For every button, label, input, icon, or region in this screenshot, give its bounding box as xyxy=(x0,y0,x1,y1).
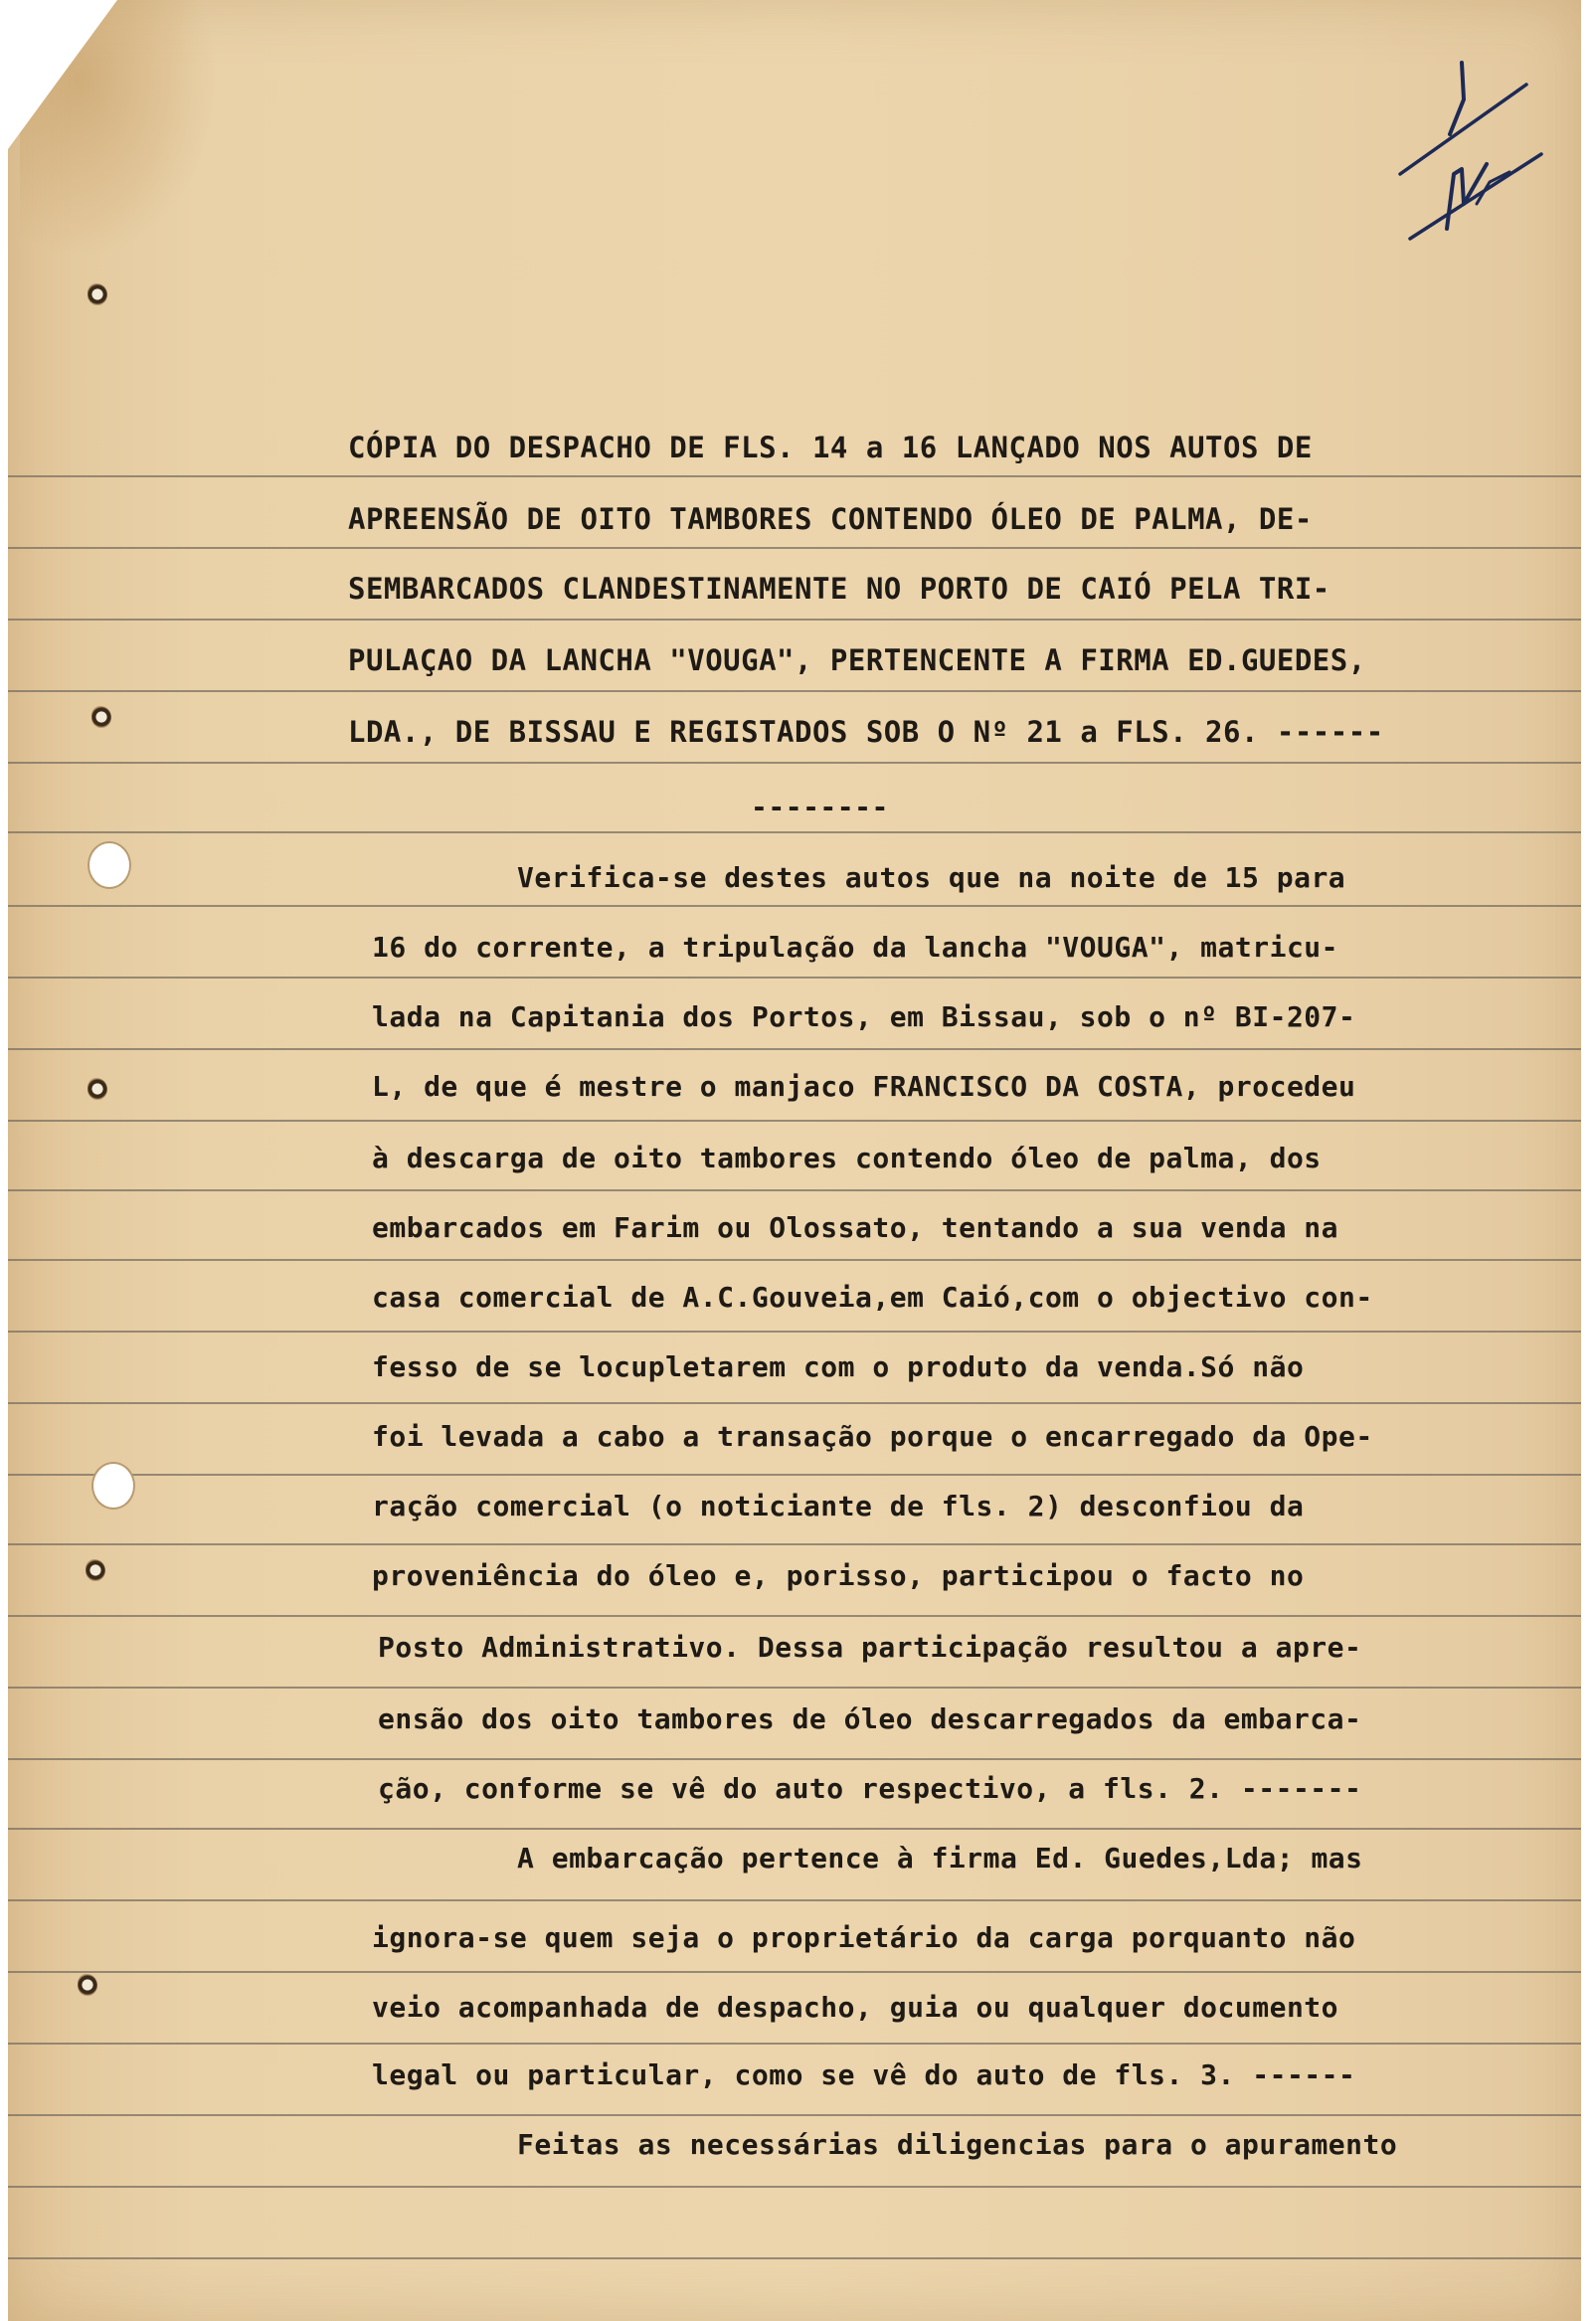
title-line-3: SEMBARCADOS CLANDESTINAMENTE NO PORTO DE CAIÓ PELA TRI- xyxy=(348,572,1330,606)
body-line-2: 16 do corrente, a tripulação da lancha "VOUGA", matricu- xyxy=(372,931,1339,964)
title-line-2: APREENSÃO DE OITO TAMBORES CONTENDO ÓLEO DE PALMA, DE- xyxy=(348,502,1313,536)
ruled-line xyxy=(8,2257,1581,2259)
ruled-line xyxy=(8,2114,1581,2116)
body-line-1: Verifica-se destes autos que na noite de 15 para xyxy=(517,861,1346,894)
body-line-11: proveniência do óleo e, porisso, participou o facto no xyxy=(372,1559,1305,1592)
ruled-line xyxy=(8,2186,1581,2188)
burn-mark xyxy=(91,706,111,728)
body-line-3: lada na Capitania dos Portos, em Bissau, sob o nº BI-207- xyxy=(372,1000,1356,1033)
body-line-6: embarcados em Farim ou Olossato, tentando a sua venda na xyxy=(372,1211,1339,1244)
body-line-19: Feitas as necessárias diligencias para o apuramento xyxy=(517,2128,1398,2161)
title-line-1: CÓPIA DO DESPACHO DE FLS. 14 a 16 LANÇADO NOS AUTOS DE xyxy=(348,431,1313,464)
ruled-line xyxy=(8,1828,1581,1830)
body-line-8: fesso de se locupletarem com o produto da venda.Só não xyxy=(372,1350,1305,1383)
body-line-17: veio acompanhada de despacho, guia ou qualquer documento xyxy=(372,1991,1339,2024)
ruled-line xyxy=(8,619,1581,621)
ruled-line xyxy=(8,1971,1581,1973)
handwritten-page-number xyxy=(1392,55,1551,254)
body-line-12: Posto Administrativo. Dessa participação resultou a apre- xyxy=(378,1631,1362,1664)
ruled-line xyxy=(8,905,1581,907)
body-line-7: casa comercial de A.C.Gouveia,em Caió,com o objectivo con- xyxy=(372,1281,1373,1314)
ruled-line xyxy=(8,1331,1581,1333)
ruled-line xyxy=(8,1189,1581,1191)
title-line-4: PULAÇAO DA LANCHA "VOUGA", PERTENCENTE A FIRMA ED.GUEDES, xyxy=(348,643,1366,677)
ruled-line xyxy=(8,1758,1581,1760)
body-line-14: ção, conforme se vê do auto respectivo, a fls. 2. ------- xyxy=(378,1772,1362,1805)
ruled-line xyxy=(8,977,1581,979)
ruled-line xyxy=(8,762,1581,764)
ruled-line xyxy=(8,475,1581,477)
ruled-line xyxy=(8,1402,1581,1404)
burn-mark xyxy=(78,1974,97,1996)
separator: -------- xyxy=(751,791,889,823)
ruled-line xyxy=(8,547,1581,549)
body-line-9: foi levada a cabo a transação porque o encarregado da Ope- xyxy=(372,1420,1373,1453)
title-line-5: LDA., DE BISSAU E REGISTADOS SOB O Nº 21 a FLS. 26. ------ xyxy=(348,715,1384,749)
ruled-line xyxy=(8,1687,1581,1689)
body-line-13: ensão dos oito tambores de óleo descarregados da embarca- xyxy=(378,1702,1362,1735)
body-line-15: A embarcação pertence à firma Ed. Guedes,Lda; mas xyxy=(517,1842,1363,1875)
body-line-18: legal ou particular, como se vê do auto de fls. 3. ------ xyxy=(372,2058,1356,2091)
ruled-line xyxy=(8,1048,1581,1050)
ruled-line xyxy=(8,2043,1581,2045)
binder-hole xyxy=(88,841,131,889)
burn-mark xyxy=(88,1078,107,1100)
ruled-line xyxy=(8,1474,1581,1476)
body-line-10: ração comercial (o noticiante de fls. 2) desconfiou da xyxy=(372,1490,1305,1522)
body-line-4: L, de que é mestre o manjaco FRANCISCO DA COSTA, procedeu xyxy=(372,1070,1356,1103)
ruled-line xyxy=(8,1543,1581,1545)
folded-corner xyxy=(8,0,117,149)
burn-mark xyxy=(88,283,107,305)
body-line-16: ignora-se quem seja o proprietário da carga porquanto não xyxy=(372,1921,1356,1954)
ruled-line xyxy=(8,1615,1581,1617)
ruled-line xyxy=(8,1120,1581,1122)
body-line-5: à descarga de oito tambores contendo óleo de palma, dos xyxy=(372,1142,1322,1174)
ruled-line xyxy=(8,831,1581,833)
binder-hole xyxy=(91,1462,135,1510)
ruled-line xyxy=(8,1899,1581,1901)
ruled-line xyxy=(8,690,1581,692)
ruled-line xyxy=(8,1259,1581,1261)
burn-mark xyxy=(86,1559,105,1581)
